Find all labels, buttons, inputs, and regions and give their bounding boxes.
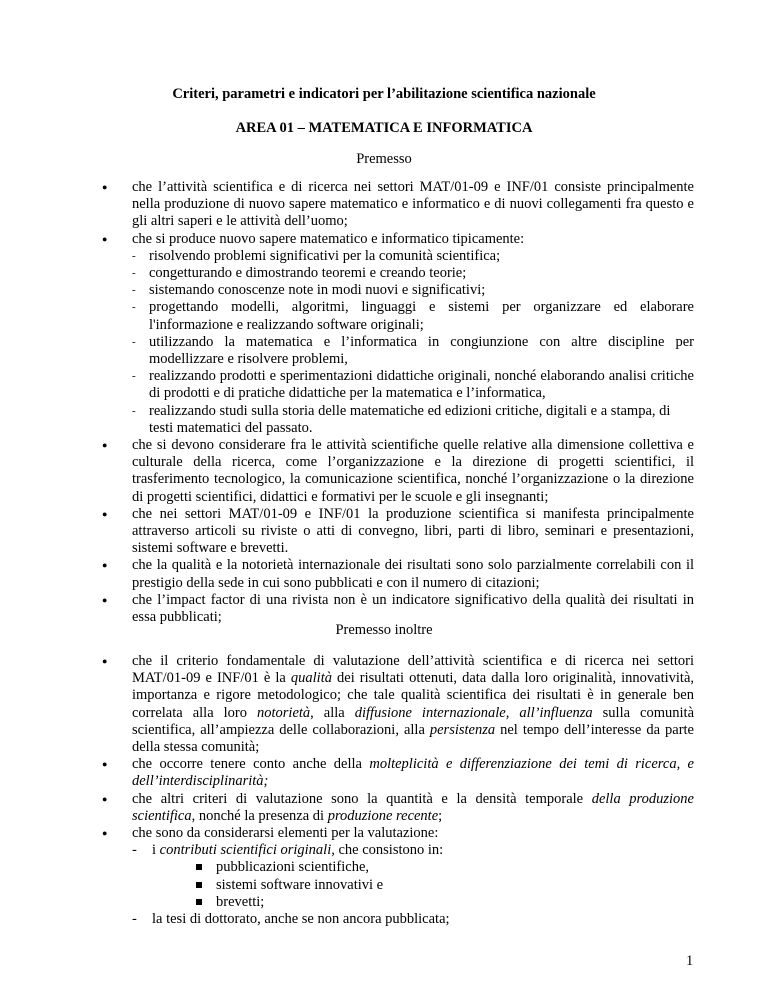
section-heading-premesso-inoltre: Premesso inoltre <box>335 622 433 638</box>
square-bullet-icon <box>196 882 202 888</box>
bullet-icon: ● <box>102 759 108 770</box>
sublist-item-text: realizzando studi sulla storia delle matematiche ed edizioni critiche, digitali e a stampa, di testi matematici del passato. <box>149 402 671 436</box>
list-item <box>102 653 695 756</box>
sublist-item <box>132 299 694 333</box>
bullet-icon: ● <box>102 828 108 839</box>
area-heading: AREA 01 – MATEMATICA E INFORMATICA <box>235 120 533 136</box>
square-bullet-icon <box>196 864 202 870</box>
bullet-icon: ● <box>102 793 108 804</box>
sublist-item: - la tesi di dottorato, anche se non ancora pubblicata; <box>132 911 450 928</box>
list-item-text: che si produce nuovo sapere matematico e informatico tipicamente: <box>132 230 525 247</box>
bullet-icon: ● <box>102 508 108 519</box>
dash-icon: - <box>132 842 137 859</box>
list-item-text: che occorre tenere conto anche della molteplicità e differenziazione dei temi di ricerca, e dell’interdisciplinarità; <box>132 756 694 790</box>
sublist-item <box>132 403 694 437</box>
list-item <box>102 756 694 790</box>
document-title: Criteri, parametri e indicatori per l’abilitazione scientifica nazionale <box>172 86 596 102</box>
list-item-text: che sono da considerarsi elementi per la valutazione: <box>132 825 439 842</box>
square-item: sistemi software innovativi e <box>196 877 694 894</box>
dash-icon: - <box>132 267 136 280</box>
list-item-text: che nei settori MAT/01-09 e INF/01 la produzione scientifica si manifesta principalmente attraverso articoli su riviste o atti di convegno, libri, parti di libro, seminari e presentazioni, sistemi software e brevetti. <box>132 505 694 557</box>
sublist-item-text: realizzando prodotti e sperimentazioni didattiche originali, nonché elaborando analisi critiche di prodotti e di pratiche didattiche per la matematica e l’informatica, <box>149 368 694 402</box>
dash-icon: - <box>132 911 137 928</box>
dash-icon: - <box>132 284 136 297</box>
square-item: brevetti; <box>196 894 694 911</box>
section-premesso-inoltre <box>102 653 695 928</box>
list-item-text: che l’impact factor di una rivista non è un indicatore significativo della qualità dei risultati in essa pubblicati; <box>132 591 694 626</box>
list-item-text: che altri criteri di valutazione sono la quantità e la densità temporale della produzione scientifica, nonché la presenza di produzione recente; <box>132 790 694 824</box>
bullet-icon: ● <box>102 182 108 192</box>
sublist-item <box>132 282 694 299</box>
dash-sublist <box>132 248 694 437</box>
sublist-item <box>132 248 694 265</box>
dash-icon: - <box>132 370 136 383</box>
bullet-icon: ● <box>102 560 108 571</box>
list-item <box>102 557 694 591</box>
list-item-text: che la qualità e la notorietà internazionale dei risultati sono solo parzialmente correlabili con il prestigio della sede in cui sono pubblicati e con il numero di citazioni; <box>132 557 694 591</box>
sublist-item <box>132 368 694 402</box>
list-item-text: che il criterio fondamentale di valutazione dell’attività scientifica e di ricerca nei settori MAT/01-09 e INF/01 è la qualità dei risultati ottenuti, data dalla loro originalità, innovatività, importanza e rigore metodologico; che tale qualità scientifica dei risultati è in generale ben correlata alla loro notorietà, alla diffusione internazionale, all’influenza sulla comunità scientifica, all’ampiezza delle collaborazioni, alla persistenza nel tempo dell’interesse da parte della stessa comunità; <box>132 653 695 756</box>
list-item-text: che l’attività scientifica e di ricerca nei settori MAT/01-09 e INF/01 consiste principalmente nella produzione di nuovo sapere matematico e informatico e di nuovi collegamenti fra questo e gli altri saperi e le attività dell’uomo; <box>132 179 694 230</box>
list-item <box>102 179 694 231</box>
sublist-item <box>132 334 694 368</box>
bullet-icon: ● <box>102 656 108 666</box>
sublist-item-text: congetturando e dimostrando teoremi e creando teorie; <box>149 265 467 282</box>
sublist-item: - i contributi scientifici originali, che consistono in: pubblicazioni scientifiche, sistemi software innovativi e brevetti; <box>132 842 694 911</box>
list-item <box>102 437 694 506</box>
list-item <box>102 790 694 825</box>
list-item-text: che si devono considerare fra le attività scientifiche quelle relative alla dimensione collettiva e culturale della ricerca, come l’organizzazione e la direzione di progetti scientifici, il trasferimento tecnologico, la comunicazione scientifica, nonché l’organizzazione o la direzione di progetti scientifici, didattici e formativi per le scuole e gli insegnanti; <box>132 437 694 505</box>
dash-icon: - <box>132 335 136 348</box>
list-item <box>102 230 694 437</box>
list-item <box>102 825 694 928</box>
section-heading-premesso: Premesso <box>356 151 412 167</box>
dash-icon: - <box>132 249 136 262</box>
sublist-item-text: utilizzando la matematica e l’informatica in congiunzione con altre discipline per modellizzare e risolvere problemi, <box>149 333 694 368</box>
sublist-item-text: progettando modelli, algoritmi, linguaggi e sistemi per organizzare ed elaborare l'informazione e realizzando software originali; <box>149 299 694 333</box>
bullet-icon: ● <box>102 440 108 451</box>
dash-icon: - <box>132 404 136 417</box>
list-item <box>102 505 694 558</box>
dash-sublist <box>132 842 694 928</box>
square-item: pubblicazioni scientifiche, <box>196 859 694 876</box>
square-sublist <box>152 859 694 911</box>
dash-icon: - <box>132 301 136 314</box>
square-bullet-icon <box>196 899 202 905</box>
premesso-inoltre-list <box>102 653 695 928</box>
section-premesso <box>102 179 694 626</box>
sublist-item <box>132 265 694 282</box>
sublist-item-text: risolvendo problemi significativi per la comunità scientifica; <box>149 247 501 264</box>
sublist-item-text: sistemando conoscenze note in modi nuovi e significativi; <box>149 282 486 299</box>
premesso-list <box>102 179 694 626</box>
bullet-icon: ● <box>102 233 108 244</box>
bullet-icon: ● <box>102 594 108 605</box>
page-number: 1 <box>686 953 694 969</box>
